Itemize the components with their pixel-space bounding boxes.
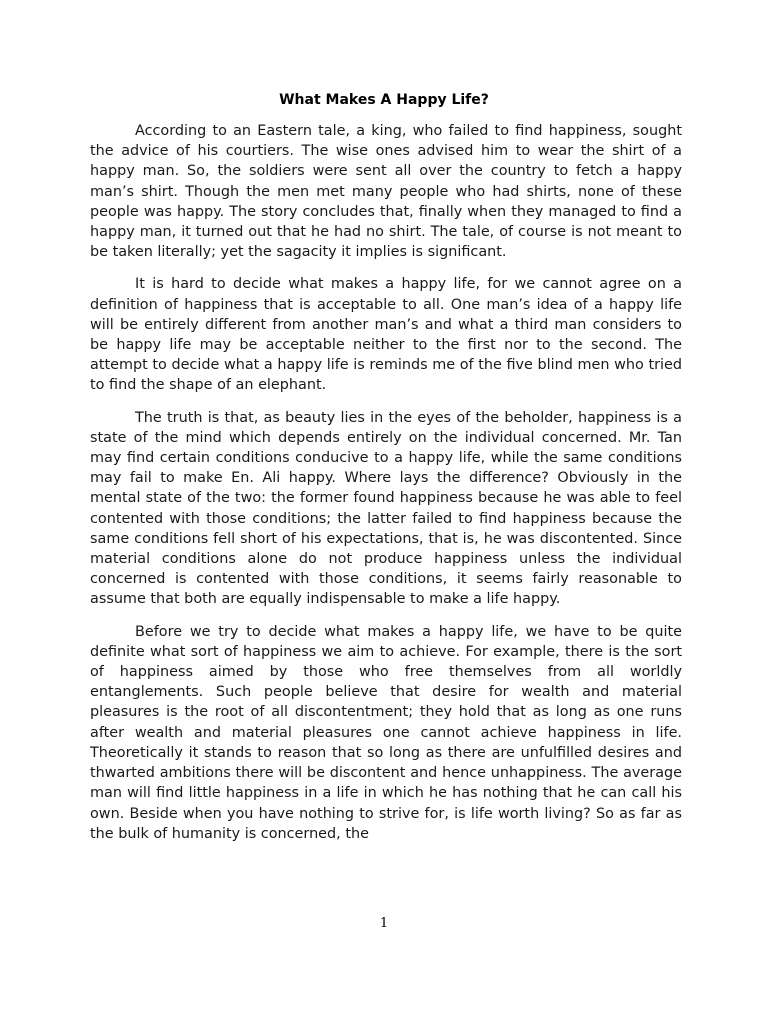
paragraph-2: It is hard to decide what makes a happy life, for we cannot agree on a definition of happiness that is acceptable to all. One man’s idea of a happy life will be entirely different from another man’s and what a third man considers to be happy life may be acceptable neither to the first nor to the second. The attempt to decide what a happy life is reminds me of the five blind men who tried to find the shape of an elephant. (90, 276, 682, 394)
paragraph-4: Before we try to decide what makes a happy life, we have to be quite definite what sort of happiness we aim to achieve. For example, there is the sort of happiness aimed by those who free themselves from all worldly entanglements. Such people believe that desire for wealth and material pleasures is the root of all discontentment; they hold that as long as one runs after wealth and material pleasures one cannot achieve happiness in life. Theoretically it stands to reason that so long as there are unfulfilled desires and thwarted ambitions there will be discontent and hence unhappiness. The average man will find little happiness in a life in which he has nothing that he can call his own. Beside when you have nothing to strive for, is life worth living? So as far as the bulk of humanity is concerned, the (90, 623, 682, 842)
paragraph-1: According to an Eastern tale, a king, who failed to find happiness, sought the advice of his courtiers. The wise ones advised him to wear the shirt of a happy man. So, the soldiers were sent all over the country to fetch a happy man’s shirt. Though the men met many people who had shirts, none of these people was happy. The story concludes that, finally when they managed to find a happy man, it turned out that he had no shirt. The tale, of course is not meant to be taken literally; yet the sagacity it implies is significant. (90, 123, 682, 261)
document-body (90, 121, 682, 844)
document-title: What Makes A Happy Life? (279, 92, 489, 108)
paragraph-3: The truth is that, as beauty lies in the eyes of the beholder, happiness is a state of the mind which depends entirely on the individual concerned. Mr. Tan may find certain conditions conducive to a happy life, while the same conditions may fail to make En. Ali happy. Where lays the difference? Obviously in the mental state of the two: the former found happiness because he was able to feel contented with those conditions; the latter failed to find happiness because the same conditions fell short of his expectations, that is, he was discontented. Since material conditions alone do not produce happiness unless the individual concerned is contented with those conditions, it seems fairly reasonable to assume that both are equally indispensable to make a life happy. (90, 409, 682, 608)
page-number: 1 (379, 916, 389, 931)
